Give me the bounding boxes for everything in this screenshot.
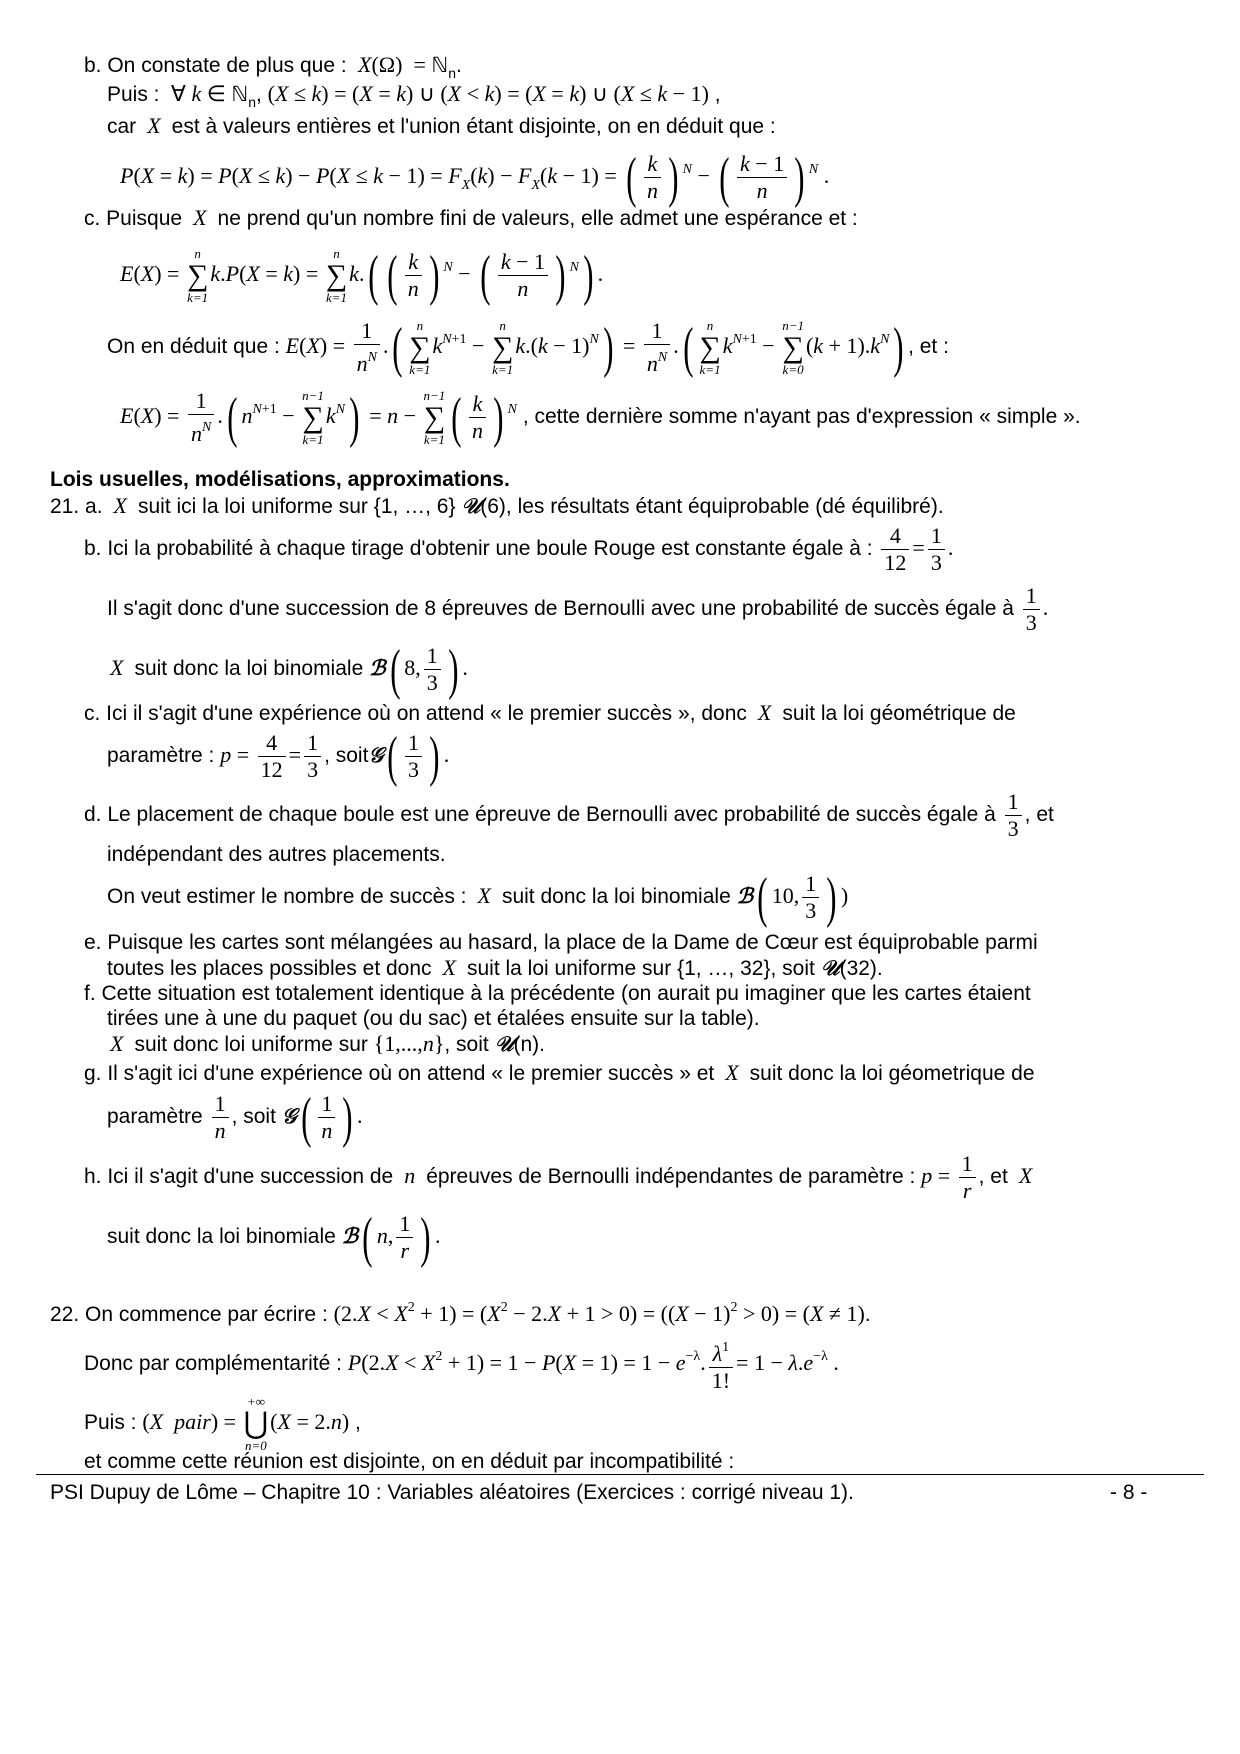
- footer-text: PSI Dupuy de Lôme – Chapitre 10 : Variables aléatoires (Exercices : corrigé niveau 1).: [50, 1481, 854, 1504]
- text-line: e. Puisque les cartes sont mélangées au hasard, la place de la Dame de Cœur est équiprobable parmi: [84, 931, 1038, 954]
- text-line: X suit donc loi uniforme sur {1,...,n}, soit 𝒰(n).: [110, 1031, 545, 1056]
- text-line: f. Cette situation est totalement identique à la précédente (on aurait pu imaginer que les cartes étaient: [84, 982, 1031, 1005]
- footer-divider: [36, 1474, 1204, 1475]
- text-line: suit donc la loi binomiale ℬ( n, $\frac{1}{r}$ ) .: [107, 1206, 441, 1269]
- text-line: Puis : (X pair) = +∞ ⋃ n=0 (X = 2.n) ,: [84, 1393, 361, 1453]
- text-line: b. On constate de plus que : X(Ω) = ℕ$_n$.: [84, 52, 462, 81]
- text-line: car X est à valeurs entières et l'union étant disjointe, on en déduit que :: [107, 113, 776, 138]
- text-line: 21. a. X suit ici la loi uniforme sur {1, …, 6} 𝒰(6), les résultats étant équiprobable (dé équilibré).: [50, 493, 944, 518]
- text-line: On en déduit que : E(X) = $\frac{1}{n^N}$ .( n ∑ k=1 $k^{N+1}$ − n ∑ k=1 $k.(k - 1)^N$) = $\frac{1}{n^N}$ .( n ∑ k=1 $k^{N+1}$ − n−1 ∑ k=0 $(k + 1).k^N$) , et :: [107, 316, 949, 379]
- text-line: E(X) = $\frac{1}{n^N}$ .( $n^{N+1}$ − n−1 ∑ k=1 $k^N) = n$ − n−1 ∑ k=1 ( $\frac{k}{n}$ ) $^N$ , cette dernière somme n'ayant pas d'expression « simple ».: [120, 386, 1081, 449]
- text-line: Donc par complémentarité : $P(2.X < X^2 + 1) = 1 - P(X = 1) = 1 - e^{-\lambda}$. $\frac{\lambda^1}{1!}$ = $1 - \lambda.e^{-\lambda}$ .: [84, 1327, 839, 1394]
- text-line: Il s'agit donc d'une succession de 8 épreuves de Bernoulli avec une probabilité de succès égale à $\frac{1}{3}$ .: [107, 583, 1049, 636]
- formula: $P(X = k) = P(X \le k) - P(X \le k - 1) = F_X(k) - F_X(k - 1)$ = ( $\frac{k}{n}$ ) $^N$ − ( $\frac{k - 1}{n}$ ) $^N$ .: [120, 146, 830, 209]
- text-line: d. Le placement de chaque boule est une épreuve de Bernoulli avec probabilité de succès égale à $\frac{1}{3}$ , et: [84, 789, 1054, 842]
- text-line: c. Ici il s'agit d'une expérience où on attend « le premier succès », donc X suit la loi géométrique de: [84, 700, 1016, 725]
- text-line: b. Ici la probabilité à chaque tirage d'obtenir une boule Rouge est constante égale à : $\frac{4}{12}$ = $\frac{1}{3}$ .: [84, 523, 954, 576]
- text-line: 22. On commence par écrire : $(2.X < X^2 + 1) = (X^2 - 2.X + 1 > 0) = ((X - 1)^2 > 0) = (X \ne 1)$.: [50, 1300, 871, 1326]
- text-line: paramètre : p = $\frac{4}{12}$ = $\frac{1}{3}$ , soit𝒢( $\frac{1}{3}$ ) .: [107, 725, 450, 788]
- text-line: On veut estimer le nombre de succès : X suit donc la loi binomiale ℬ( 10, $\frac{1}{3}$ ) ): [107, 866, 849, 929]
- text-line: Puis : ∀ k ∈ ℕ$_n$, (X ≤ k) = (X = k) ∪ (X < k) = (X = k) ∪ (X ≤ k − 1) ,: [107, 81, 721, 110]
- formula: E(X) = n ∑ k=1 k.P(X = k) = n ∑ k=1 k.( ( $\frac{k}{n}$ ) $^N$ − ( $\frac{k - 1}{n}$ ) $^N$) .: [120, 244, 604, 307]
- text-line: h. Ici il s'agit d'une succession de n épreuves de Bernoulli indépendantes de paramètre : p = $\frac{1}{r}$ , et X: [84, 1151, 1033, 1204]
- text-line: tirées une à une du paquet (ou du sac) et étalées ensuite sur la table).: [107, 1007, 760, 1030]
- text-line: et comme cette réunion est disjointe, on en déduit par incompatibilité :: [84, 1450, 735, 1473]
- text-line: indépendant des autres placements.: [107, 843, 446, 866]
- text-line: g. Il s'agit ici d'une expérience où on attend « le premier succès » et X suit donc la loi géometrique de: [84, 1060, 1035, 1085]
- text-line: paramètre $\frac{1}{n}$ , soit 𝒢( $\frac{1}{n}$ ) .: [107, 1086, 363, 1149]
- text-line: X suit donc la loi binomiale ℬ( 8, $\frac{1}{3}$ ) .: [110, 638, 468, 701]
- section-title: Lois usuelles, modélisations, approximations.: [50, 468, 510, 491]
- text-line: c. Puisque X ne prend qu'un nombre fini de valeurs, elle admet une espérance et :: [84, 205, 858, 230]
- page-number: - 8 -: [1110, 1481, 1148, 1504]
- text-line: toutes les places possibles et donc X suit la loi uniforme sur {1, …, 32}, soit 𝒰(32).: [107, 955, 883, 980]
